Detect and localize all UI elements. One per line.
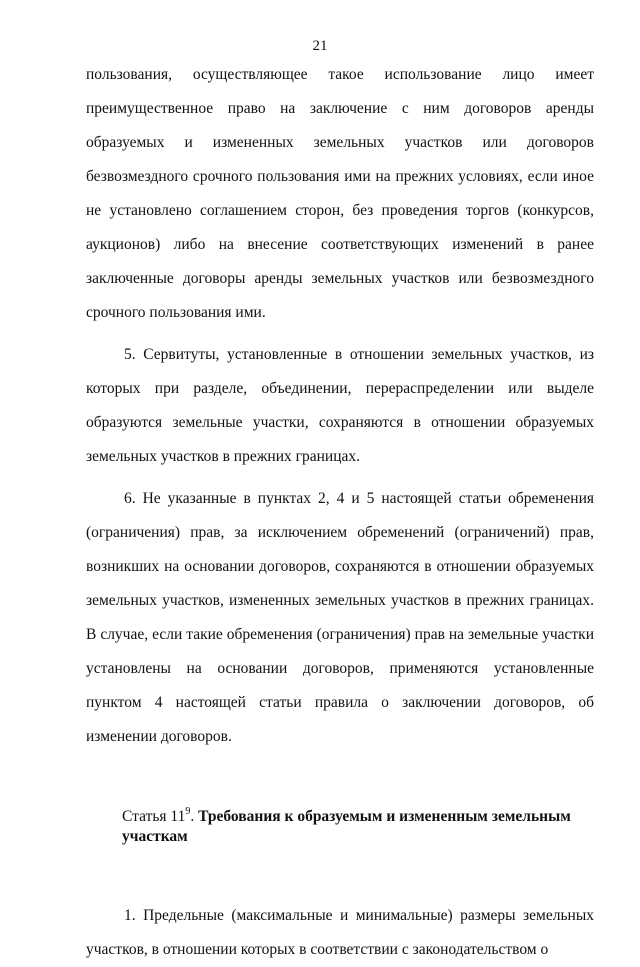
article-title: Требования к образуемым и измененным земельным участкам (122, 808, 571, 845)
article-heading (86, 807, 594, 847)
article-label: Статья 11 (122, 808, 186, 825)
article-number: Статья $11^9$. (122, 806, 195, 825)
article-superscript: 9 (185, 806, 191, 817)
document-body (86, 58, 594, 967)
paragraph-continuation: пользования, осуществляющее такое использование лицо имеет преимущественное право на заключение с ним договоров аренды образуемых и измененных земельных участков или договоров безвозмездного срочного пользования ими на прежних условиях, если иное не установлено соглашением сторон, без проведения торгов (конкурсов, аукционов) либо на внесение соответствующих изменений в ранее заключенные договоры аренды земельных участков или безвозмездного срочного пользования ими. (86, 66, 594, 321)
paragraph-item-6: 6. Не указанные в пунктах 2, 4 и 5 настоящей статьи обременения (ограничения) прав, за исключением обременений (ограничений) прав, возникших на основании договоров, сохраняются в отношении образуемых земельных участков, измененных земельных участков в прежних границах. В случае, если такие обременения (ограничения) прав на земельные участки установлены на основании договоров, применяются установленные пунктом 4 настоящей статьи правила о заключении договоров, об изменении договоров. (86, 490, 594, 745)
page-number: 21 (312, 38, 328, 54)
paragraph-item-5: 5. Сервитуты, установленные в отношении земельных участков, из которых при разделе, объединении, перераспределении или выделе образуются земельные участки, сохраняются в отношении образуемых земельных участков в прежних границах. (86, 346, 594, 465)
article-paragraph-1: 1. Предельные (максимальные и минимальные) размеры земельных участков, в отношении которых в соответствии с законодательством о (86, 907, 594, 958)
